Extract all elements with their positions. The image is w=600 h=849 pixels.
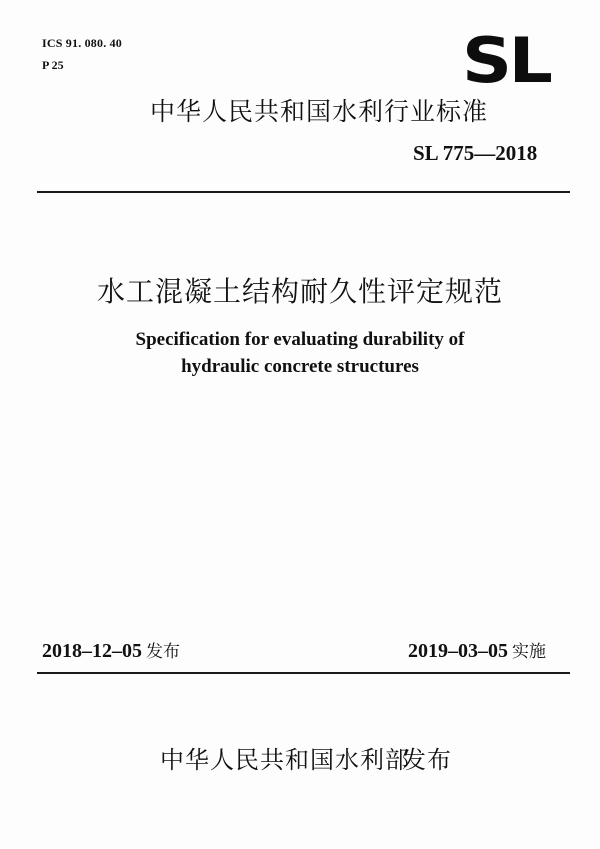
bottom-divider <box>37 672 570 674</box>
top-divider <box>37 191 570 193</box>
title-english-line-2: hydraulic concrete structures <box>181 356 419 377</box>
standard-number: SL 775—2018 <box>413 141 538 165</box>
implementation-date <box>408 637 546 663</box>
title-chinese: 水工混凝土结构耐久性评定规范 <box>96 275 503 308</box>
implementation-date-value: 2019–03–05 <box>408 640 508 662</box>
issue-date-value: 2018–12–05 <box>42 640 142 662</box>
standard-category: 中华人民共和国水利行业标准 <box>150 97 489 126</box>
publisher-name: 中华人民共和国水利部 <box>160 746 410 774</box>
sl-logo: SL <box>462 24 550 97</box>
ics-code: ICS 91. 080. 40 <box>42 36 123 50</box>
issue-date <box>42 637 180 663</box>
classification-code: P 25 <box>42 58 64 72</box>
implementation-date-label: 实施 <box>512 642 546 662</box>
issue-date-label: 发布 <box>146 642 180 662</box>
title-english-line-1: Specification for evaluating durability of <box>135 329 465 350</box>
publisher-action: 发布 <box>402 746 452 774</box>
